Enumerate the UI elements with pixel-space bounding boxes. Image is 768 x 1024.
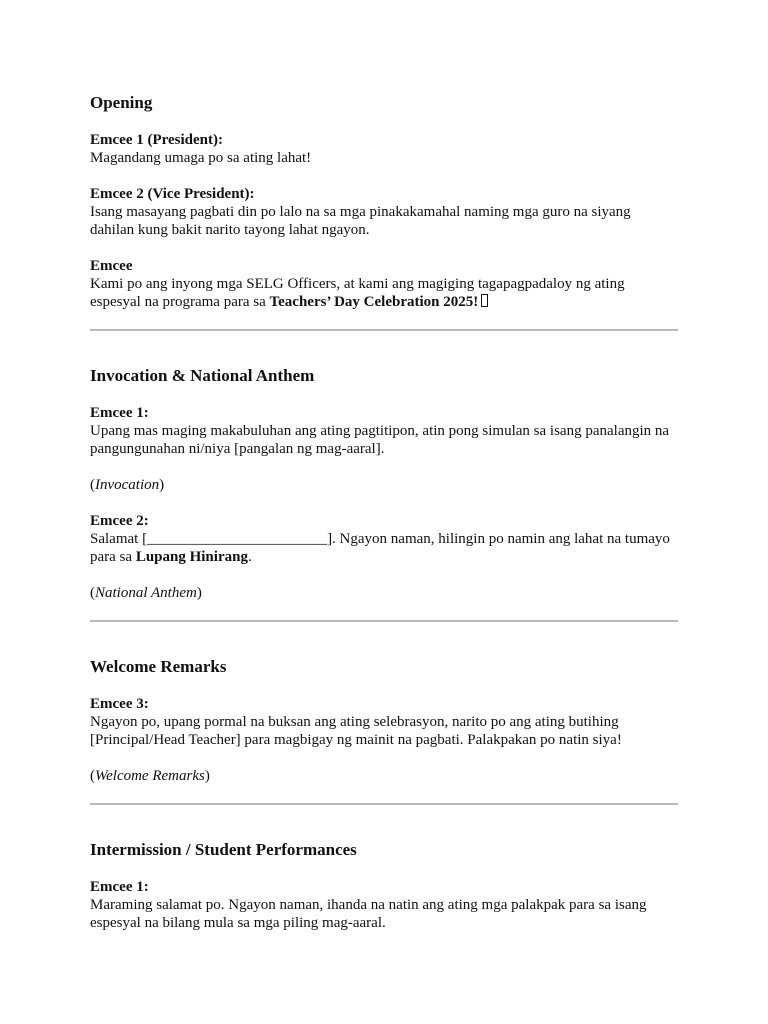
welcome-note-text: Welcome Remarks (95, 768, 205, 784)
anthem-note: (National Anthem) (90, 585, 202, 601)
intermission-heading: Intermission / Student Performances (90, 840, 357, 859)
emcee-3-text: Ngayon po, upang pormal na buksan ang ating selebrasyon, narito po ang ating butihing [Principal/Head Teacher] para magbigay ng mainit na pagbati. Palakpakan po natin siya! (90, 714, 622, 748)
emcee-1-text: Maraming salamat po. Ngayon naman, ihanda na natin ang ating mga palakpak para sa isang espesyal na bilang mula sa mga piling mag-aaral. (90, 897, 647, 931)
invocation-note-text: Invocation (95, 477, 160, 493)
emcee-2-label: Emcee 2: (90, 513, 149, 529)
welcome-heading: Welcome Remarks (90, 657, 227, 676)
celebration-title: Teachers’ Day Celebration 2025! (269, 294, 479, 310)
section-intermission (90, 839, 678, 932)
emcee-2-label: Emcee 2 (Vice President): (90, 186, 255, 202)
emcee-label: Emcee (90, 258, 133, 274)
emcee-1-label: Emcee 1: (90, 405, 149, 421)
emcee-1-text: Magandang umaga po sa ating lahat! (90, 150, 312, 166)
anthem-title: Lupang Hinirang (135, 549, 248, 565)
invocation-heading: Invocation & National Anthem (90, 366, 315, 385)
document-page (90, 92, 678, 932)
emcee-1-label: Emcee 1 (President): (90, 132, 224, 148)
emcee-2-text: Isang masayang pagbati din po lalo na sa mga pinakakamahal naming mga guro na siyang dahilan kung bakit narito tayong lahat ngayon. (90, 204, 631, 238)
emcee-1-text: Upang mas maging makabuluhan ang ating pagtitipon, atin pong simulan sa isang panalangin na pangungunahan ni/niya [pangalan ng mag-aaral]. (90, 423, 670, 457)
welcome-note: (Welcome Remarks) (90, 768, 210, 784)
emcee-3-label: Emcee 3: (90, 696, 149, 712)
section-invocation (90, 365, 678, 602)
emcee-2-text (90, 530, 678, 566)
section-welcome (90, 656, 678, 785)
section-opening (90, 92, 678, 311)
emcee-text (90, 275, 678, 311)
anthem-note-text: National Anthem (95, 585, 197, 601)
missing-glyph-icon (481, 294, 488, 307)
emcee-2-text-end: . (247, 549, 252, 565)
emcee-1-label: Emcee 1: (90, 879, 149, 895)
emcee-2-text-main: Salamat [________________________]. Ngayon naman, hilingin po namin ang lahat na tumayo para sa (90, 531, 670, 565)
opening-heading: Opening (90, 93, 153, 112)
invocation-note: (Invocation) (90, 477, 165, 493)
emcee-text-main: Kami po ang inyong mga SELG Officers, at kami ang magiging tagapagpadaloy ng ating espesyal na programa para sa (90, 276, 625, 310)
